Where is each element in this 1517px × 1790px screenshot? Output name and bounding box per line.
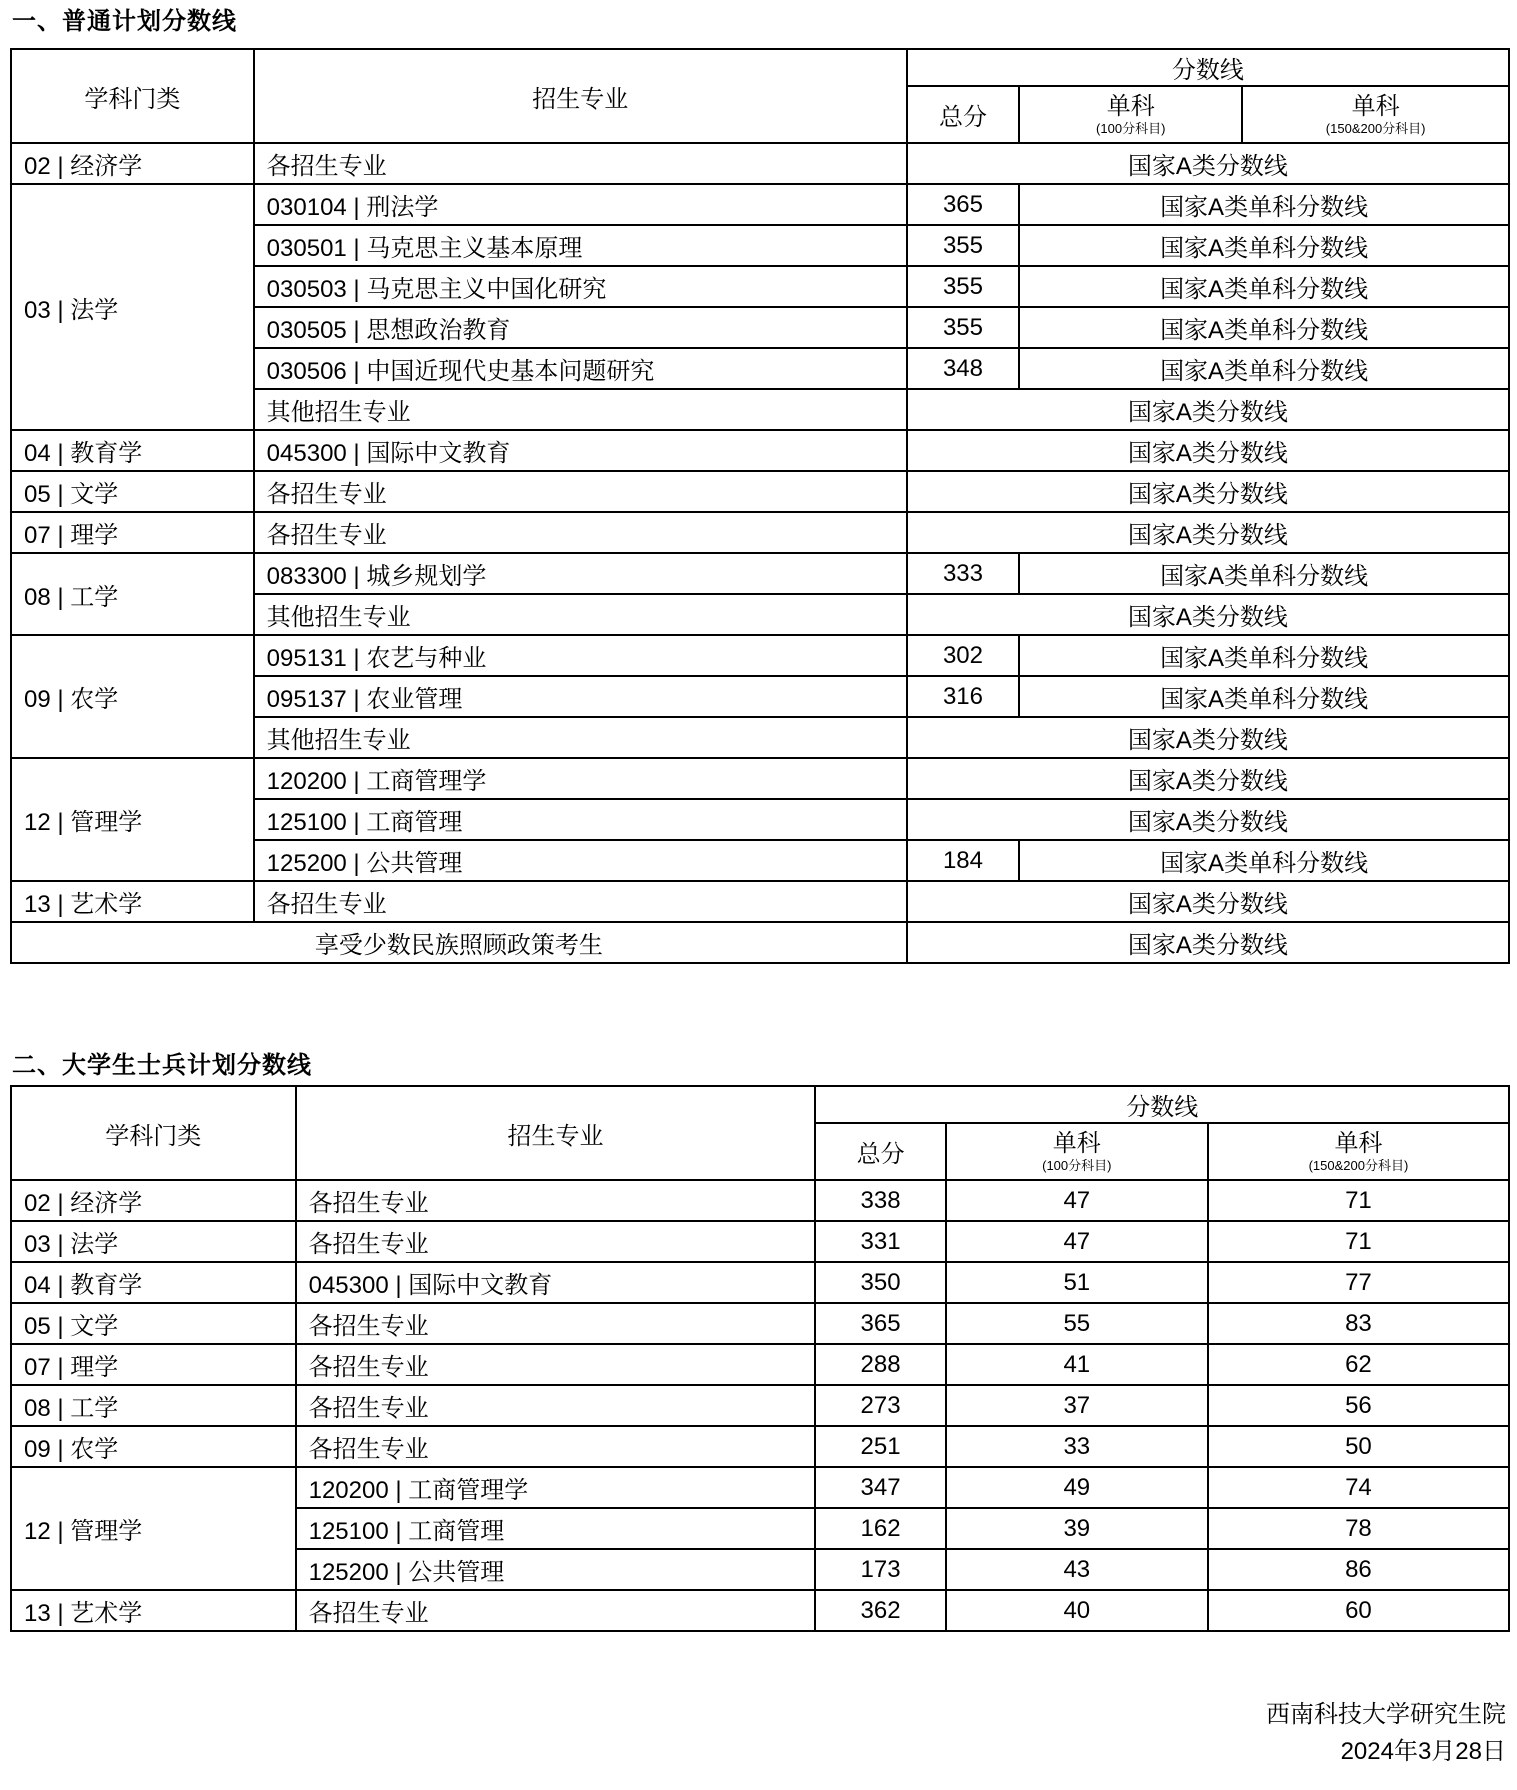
- col-header-subject: 学科门类: [11, 1086, 296, 1180]
- table-cell: 国家A类单科分数线: [1019, 307, 1509, 348]
- table-cell: 国家A类分数线: [907, 143, 1509, 184]
- col-header-scoreline: 分数线: [815, 1086, 1509, 1123]
- table-cell: 348: [907, 348, 1019, 389]
- table-cell: 184: [907, 840, 1019, 881]
- table-cell: 173: [815, 1549, 945, 1590]
- table-cell: 355: [907, 307, 1019, 348]
- table-cell: 41: [946, 1344, 1208, 1385]
- table-row: [11, 430, 1509, 471]
- table-cell: 125200 | 公共管理: [296, 1549, 816, 1590]
- table-cell: 62: [1208, 1344, 1509, 1385]
- general-plan-table-header: [11, 49, 1509, 143]
- table-row: [11, 1262, 1509, 1303]
- table-cell: 其他招生专业: [254, 594, 907, 635]
- table-cell: 83: [1208, 1303, 1509, 1344]
- table-cell: 各招生专业: [296, 1385, 816, 1426]
- table-cell: 13 | 艺术学: [11, 881, 254, 922]
- table-cell: 03 | 法学: [11, 184, 254, 430]
- table-cell: 国家A类分数线: [907, 758, 1509, 799]
- table-cell: 享受少数民族照顾政策考生: [11, 922, 907, 963]
- table-cell: 365: [907, 184, 1019, 225]
- table-cell: 125200 | 公共管理: [254, 840, 907, 881]
- table-cell: 030104 | 刑法学: [254, 184, 907, 225]
- table-cell: 各招生专业: [296, 1344, 816, 1385]
- table-cell: 国家A类单科分数线: [1019, 635, 1509, 676]
- table-cell: 39: [946, 1508, 1208, 1549]
- table-cell: 162: [815, 1508, 945, 1549]
- single-100-label: 单科: [1052, 1129, 1101, 1157]
- table-cell: 355: [907, 266, 1019, 307]
- col-header-single-100: [946, 1123, 1208, 1180]
- table-cell: 各招生专业: [296, 1303, 816, 1344]
- table-cell: 02 | 经济学: [11, 143, 254, 184]
- table-row: [11, 1590, 1509, 1631]
- single-150200-label: 单科: [1351, 92, 1400, 120]
- table-cell: 国家A类单科分数线: [1019, 225, 1509, 266]
- table-row: [11, 758, 1509, 799]
- table-cell: 302: [907, 635, 1019, 676]
- table-cell: 08 | 工学: [11, 553, 254, 635]
- table-cell: 09 | 农学: [11, 1426, 296, 1467]
- table-cell: 331: [815, 1221, 945, 1262]
- table-cell: 各招生专业: [296, 1180, 816, 1221]
- table-cell: 02 | 经济学: [11, 1180, 296, 1221]
- table-header-row: [11, 1086, 1509, 1123]
- table-cell: 33: [946, 1426, 1208, 1467]
- table-cell: 国家A类单科分数线: [1019, 553, 1509, 594]
- table-row: [11, 1467, 1509, 1508]
- table-row: [11, 881, 1509, 922]
- single-100-sublabel: (100分科目): [1096, 120, 1166, 136]
- table-row: [11, 922, 1509, 963]
- table-cell: 13 | 艺术学: [11, 1590, 296, 1631]
- table-cell: 125100 | 工商管理: [254, 799, 907, 840]
- general-plan-table-body: [11, 143, 1509, 963]
- footer-date: 2024年3月28日: [1340, 1738, 1506, 1765]
- table-cell: 08 | 工学: [11, 1385, 296, 1426]
- col-header-single-100: [1019, 86, 1242, 143]
- col-header-total: 总分: [907, 86, 1019, 143]
- table-cell: 125100 | 工商管理: [296, 1508, 816, 1549]
- col-header-major: 招生专业: [296, 1086, 816, 1180]
- table-cell: 78: [1208, 1508, 1509, 1549]
- table-cell: 083300 | 城乡规划学: [254, 553, 907, 594]
- col-header-total: 总分: [815, 1123, 945, 1180]
- footer-org: 西南科技大学研究生院: [1266, 1701, 1506, 1728]
- table-cell: 07 | 理学: [11, 512, 254, 553]
- table-cell: 04 | 教育学: [11, 430, 254, 471]
- table-cell: 40: [946, 1590, 1208, 1631]
- table-cell: 030505 | 思想政治教育: [254, 307, 907, 348]
- single-150200-sublabel: (150&200分科目): [1325, 120, 1426, 136]
- col-header-scoreline: 分数线: [907, 49, 1509, 86]
- single-100-sublabel: (100分科目): [1042, 1157, 1112, 1173]
- table-cell: 国家A类分数线: [907, 389, 1509, 430]
- table-row: [11, 1426, 1509, 1467]
- table-cell: 045300 | 国际中文教育: [254, 430, 907, 471]
- table-cell: 国家A类分数线: [907, 717, 1509, 758]
- table-row: [11, 1303, 1509, 1344]
- table-row: [11, 184, 1509, 225]
- table-row: [11, 471, 1509, 512]
- table-cell: 86: [1208, 1549, 1509, 1590]
- table-cell: 国家A类分数线: [907, 881, 1509, 922]
- table-cell: 49: [946, 1467, 1208, 1508]
- table-cell: 12 | 管理学: [11, 1467, 296, 1590]
- table-cell: 国家A类分数线: [907, 430, 1509, 471]
- table-cell: 51: [946, 1262, 1208, 1303]
- table-cell: 030503 | 马克思主义中国化研究: [254, 266, 907, 307]
- col-header-single-150200: [1242, 86, 1509, 143]
- table-row: [11, 143, 1509, 184]
- section1-title: 一、普通计划分数线: [12, 8, 237, 35]
- col-header-single-150200: [1208, 1123, 1509, 1180]
- table-cell: 47: [946, 1221, 1208, 1262]
- single-150200-sublabel: (150&200分科目): [1308, 1157, 1409, 1173]
- table-cell: 37: [946, 1385, 1208, 1426]
- table-cell: 国家A类单科分数线: [1019, 840, 1509, 881]
- single-150200-label: 单科: [1334, 1129, 1383, 1157]
- section2-title: 二、大学生士兵计划分数线: [12, 1052, 312, 1079]
- table-cell: 各招生专业: [254, 881, 907, 922]
- table-row: [11, 1385, 1509, 1426]
- single-100-label: 单科: [1106, 92, 1155, 120]
- table-cell: 国家A类单科分数线: [1019, 348, 1509, 389]
- table-cell: 国家A类单科分数线: [1019, 184, 1509, 225]
- table-header-row: [11, 49, 1509, 86]
- table-cell: 71: [1208, 1180, 1509, 1221]
- table-cell: 365: [815, 1303, 945, 1344]
- table-cell: 国家A类单科分数线: [1019, 266, 1509, 307]
- table-cell: 各招生专业: [254, 143, 907, 184]
- table-cell: 国家A类分数线: [907, 471, 1509, 512]
- table-cell: 12 | 管理学: [11, 758, 254, 881]
- table-cell: 355: [907, 225, 1019, 266]
- table-cell: 09 | 农学: [11, 635, 254, 758]
- col-header-subject: 学科门类: [11, 49, 254, 143]
- table-cell: 71: [1208, 1221, 1509, 1262]
- table-cell: 各招生专业: [254, 512, 907, 553]
- table-cell: 251: [815, 1426, 945, 1467]
- table-cell: 50: [1208, 1426, 1509, 1467]
- table-cell: 各招生专业: [296, 1590, 816, 1631]
- table-cell: 273: [815, 1385, 945, 1426]
- table-cell: 362: [815, 1590, 945, 1631]
- table-cell: 其他招生专业: [254, 717, 907, 758]
- table-cell: 05 | 文学: [11, 1303, 296, 1344]
- general-plan-table: [10, 48, 1510, 964]
- table-cell: 国家A类分数线: [907, 922, 1509, 963]
- table-cell: 07 | 理学: [11, 1344, 296, 1385]
- table-cell: 国家A类分数线: [907, 594, 1509, 635]
- table-cell: 095131 | 农艺与种业: [254, 635, 907, 676]
- table-cell: 045300 | 国际中文教育: [296, 1262, 816, 1303]
- table-cell: 56: [1208, 1385, 1509, 1426]
- table-row: [11, 512, 1509, 553]
- table-row: [11, 1221, 1509, 1262]
- table-row: [11, 1344, 1509, 1385]
- soldier-plan-table-body: [11, 1180, 1509, 1631]
- table-cell: 各招生专业: [296, 1221, 816, 1262]
- table-cell: 338: [815, 1180, 945, 1221]
- table-cell: 350: [815, 1262, 945, 1303]
- col-header-major: 招生专业: [254, 49, 907, 143]
- table-cell: 095137 | 农业管理: [254, 676, 907, 717]
- table-cell: 国家A类分数线: [907, 799, 1509, 840]
- soldier-plan-table-header: [11, 1086, 1509, 1180]
- table-cell: 347: [815, 1467, 945, 1508]
- table-cell: 60: [1208, 1590, 1509, 1631]
- table-cell: 030501 | 马克思主义基本原理: [254, 225, 907, 266]
- table-cell: 74: [1208, 1467, 1509, 1508]
- table-row: [11, 1180, 1509, 1221]
- table-cell: 120200 | 工商管理学: [254, 758, 907, 799]
- table-cell: 47: [946, 1180, 1208, 1221]
- footer: [10, 1696, 1510, 1770]
- table-cell: 其他招生专业: [254, 389, 907, 430]
- table-cell: 国家A类分数线: [907, 512, 1509, 553]
- table-cell: 333: [907, 553, 1019, 594]
- table-cell: 各招生专业: [254, 471, 907, 512]
- table-cell: 120200 | 工商管理学: [296, 1467, 816, 1508]
- table-cell: 030506 | 中国近现代史基本问题研究: [254, 348, 907, 389]
- table-cell: 288: [815, 1344, 945, 1385]
- table-cell: 77: [1208, 1262, 1509, 1303]
- soldier-plan-table: [10, 1085, 1510, 1632]
- table-cell: 55: [946, 1303, 1208, 1344]
- table-cell: 316: [907, 676, 1019, 717]
- table-cell: 04 | 教育学: [11, 1262, 296, 1303]
- table-row: [11, 553, 1509, 594]
- table-cell: 05 | 文学: [11, 471, 254, 512]
- table-cell: 各招生专业: [296, 1426, 816, 1467]
- table-cell: 03 | 法学: [11, 1221, 296, 1262]
- table-row: [11, 635, 1509, 676]
- table-cell: 43: [946, 1549, 1208, 1590]
- table-cell: 国家A类单科分数线: [1019, 676, 1509, 717]
